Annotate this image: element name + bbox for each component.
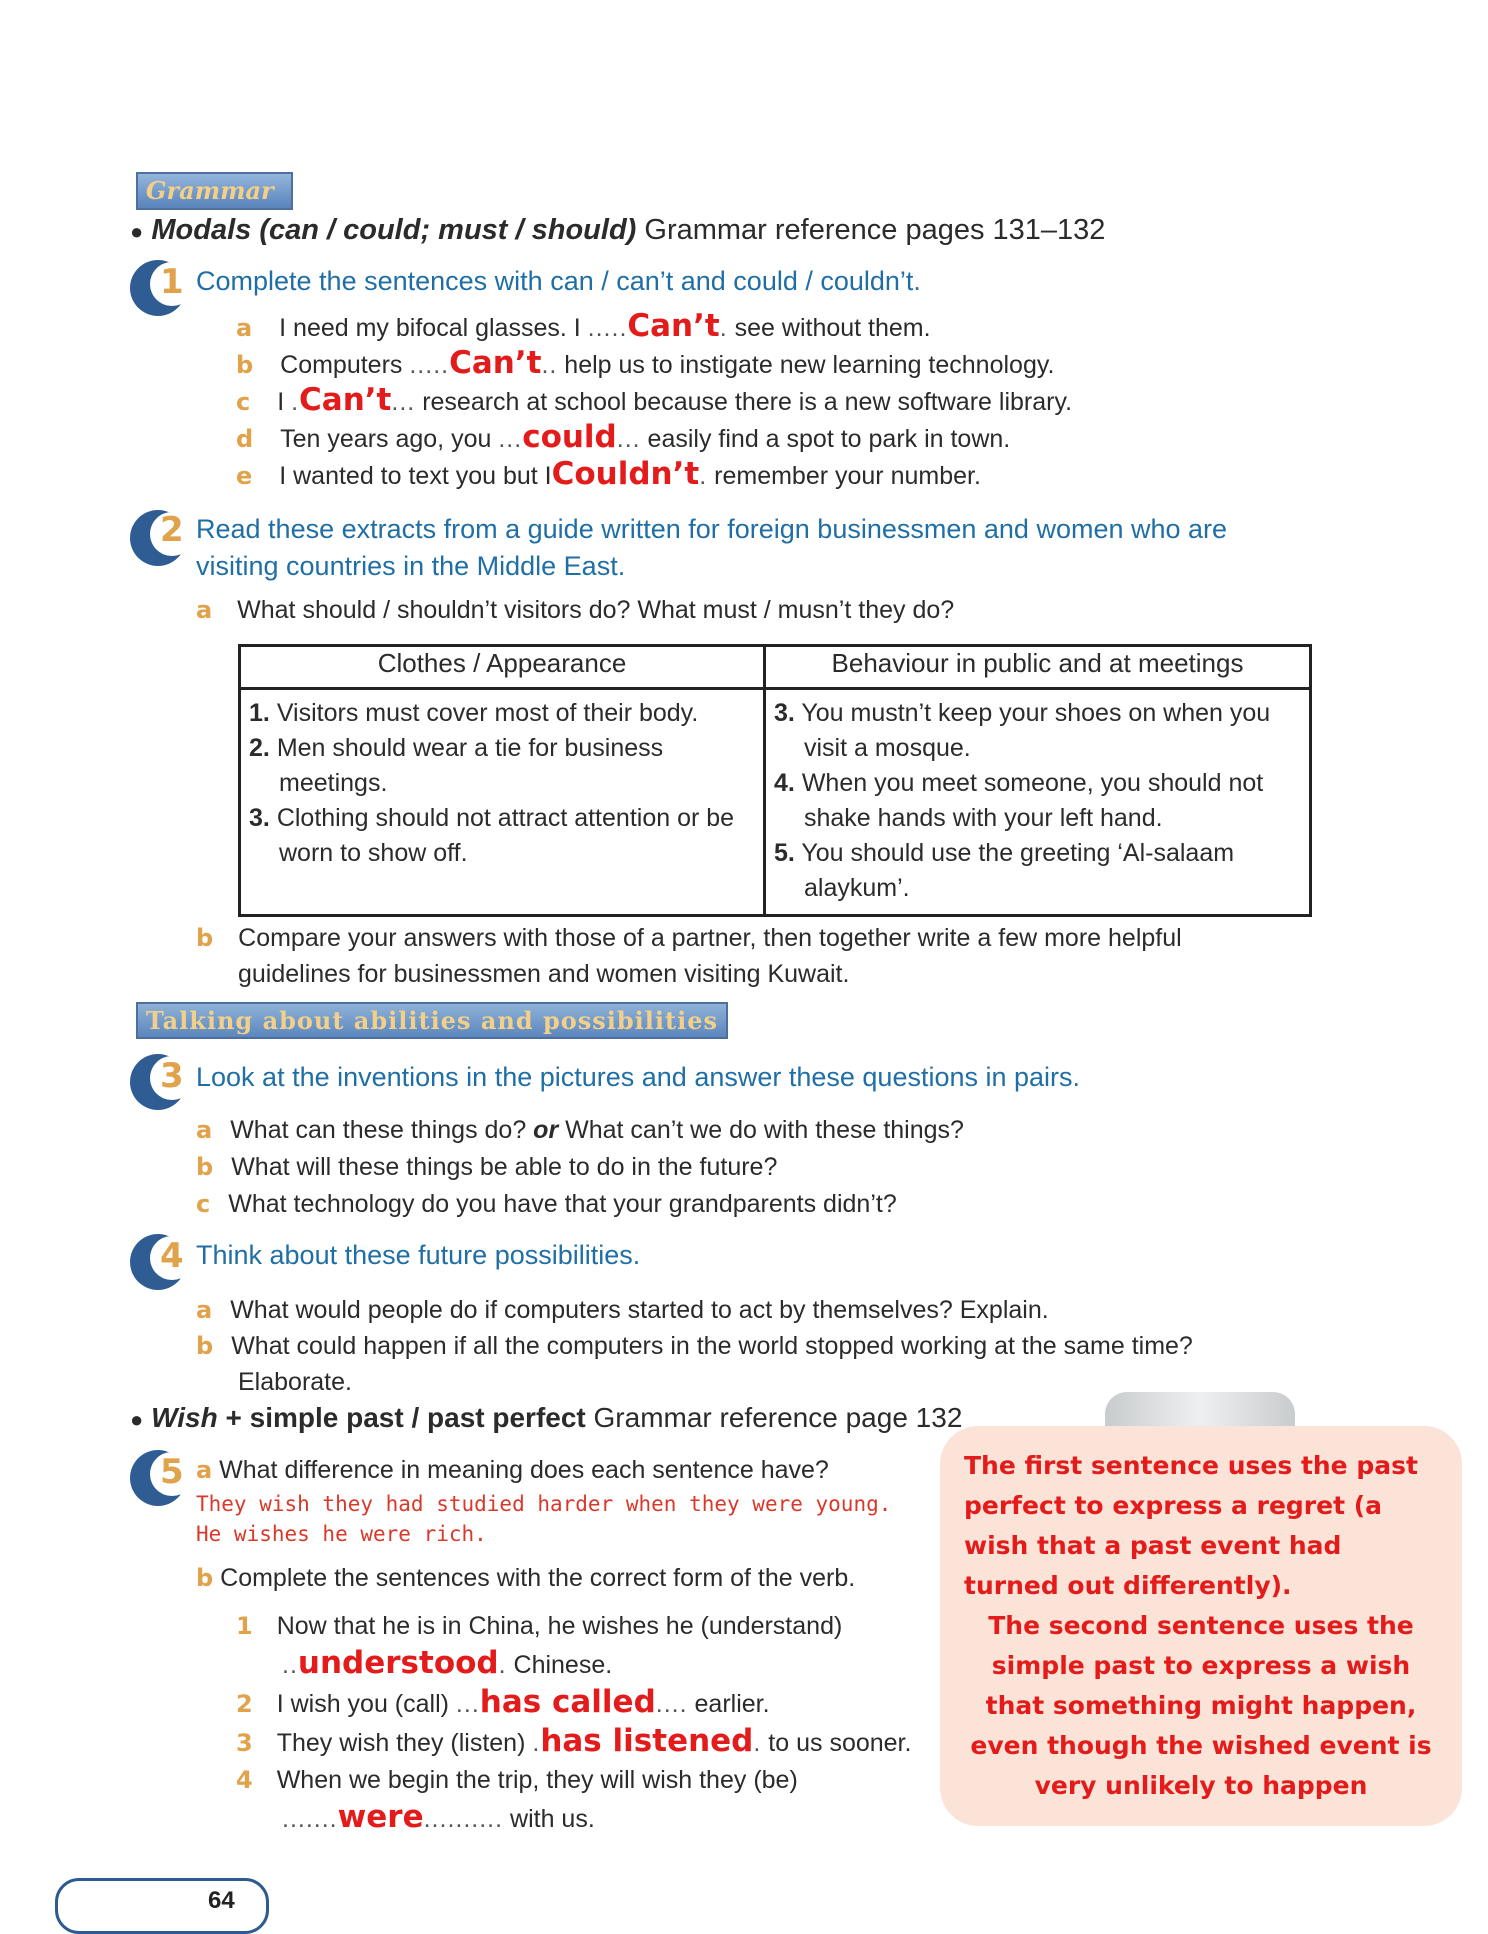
answer-5b-4: were <box>337 1799 424 1835</box>
answer-1e: Couldn’t <box>551 456 700 492</box>
exercise-2-instruction-2: visiting countries in the Middle East. <box>196 551 626 581</box>
answer-5b-1: understood <box>297 1645 499 1681</box>
table-row: 1. Visitors must cover most of their body. <box>249 699 699 727</box>
list-item: Elaborate. <box>238 1368 352 1396</box>
exercise-1-instruction: Complete the sentences with can / can’t and could / couldn’t. <box>196 266 921 296</box>
exercise-4-list <box>196 1292 1193 1400</box>
abilities-banner: Talking about abilities and possibilities <box>136 1002 728 1039</box>
list-item: 1 Now that he is in China, he wishes he (understand) <box>236 1612 843 1640</box>
exercise-1-number: 1 <box>160 262 184 302</box>
exercise-3-instruction: Look at the inventions in the pictures and answer these questions in pairs. <box>196 1062 1081 1092</box>
exercise-4-number: 4 <box>160 1236 184 1276</box>
exercise-3-list <box>196 1112 964 1223</box>
answer-5b-3: has listened <box>540 1723 754 1759</box>
exercise-1-item-d: d Ten years ago, you ...could... easily find a spot to park in town. <box>236 419 1011 455</box>
list-item: 3 They wish they (listen) .has listened. to us sooner. <box>236 1723 912 1759</box>
exercise-5-question-b: b Complete the sentences with the correct form of the verb. <box>196 1564 856 1592</box>
grammar-banner <box>136 172 293 210</box>
note-paragraph-2: The second sentence uses the simple past to express a wish that something might happen, even though the wished event is very unlikely to happen <box>970 1611 1432 1800</box>
exercise-1-item-b: b Computers .....Can’t.. help us to instigate new learning technology. <box>236 345 1055 381</box>
modals-reference: Grammar reference pages 131–132 <box>644 214 1106 246</box>
table-header-behaviour: Behaviour in public and at meetings <box>765 646 1311 689</box>
exercise-5-example-2: He wishes he were rich. <box>196 1522 487 1546</box>
exercise-1-item-c: c I .Can’t... research at school because there is a new software library. <box>236 382 1073 418</box>
answer-1b: Can’t <box>449 345 542 381</box>
answer-1c: Can’t <box>299 382 392 418</box>
modals-heading: ● Modals (can / could; must / should) Grammar reference pages 131–132 <box>130 214 1106 246</box>
table-header-clothes: Clothes / Appearance <box>240 646 765 689</box>
note-paragraph-1: The first sentence uses the past perfect to express a regret (a wish that a past event had turned out differently). <box>964 1451 1418 1600</box>
page-number: 64 <box>208 1887 235 1914</box>
exercise-5-example-1: They wish they had studied harder when they were young. <box>196 1492 892 1516</box>
exercise-4-instruction: Think about these future possibilities. <box>196 1240 641 1270</box>
list-item: a What would people do if computers started to act by themselves? Explain. <box>196 1296 1049 1324</box>
answer-5b-2: has called <box>479 1684 656 1720</box>
exercise-2-question-b: b Compare your answers with those of a partner, then together write a few more helpful guidelines for businessmen and women visiting Kuwait. <box>196 924 1182 988</box>
list-item: a What can these things do? or What can’t we do with these things? <box>196 1116 964 1144</box>
table-cell-behaviour <box>765 689 1311 916</box>
list-item: 4 When we begin the trip, they will wish they (be) <box>236 1766 798 1794</box>
table-row: 4. When you meet someone, you should not shake hands with your left hand. <box>774 769 1264 832</box>
answer-1a: Can’t <box>627 308 720 344</box>
exercise-5-number: 5 <box>160 1452 184 1492</box>
list-item: b What could happen if all the computers in the world stopped working at the same time? <box>196 1332 1193 1360</box>
modals-title: Modals (can / could; must / should) <box>151 214 637 246</box>
exercise-1-item-a: a I need my bifocal glasses. I .....Can’t. see without them. <box>236 308 931 344</box>
answer-1d: could <box>522 419 617 455</box>
list-item: c What technology do you have that your grandparents didn’t? <box>196 1190 897 1218</box>
wish-heading: ● Wish + simple past / past perfect Grammar reference page 132 <box>130 1402 963 1433</box>
list-item: b What will these things be able to do in the future? <box>196 1153 778 1181</box>
wish-reference: Grammar reference page 132 <box>593 1402 963 1433</box>
table-row: 2. Men should wear a tie for business meetings. <box>249 734 664 797</box>
grammar-banner-text: Grammar <box>146 176 274 205</box>
exercise-5-list <box>236 1608 911 1838</box>
exercise-5-question-a: a What difference in meaning does each sentence have? <box>196 1456 829 1484</box>
list-item: ..understood. Chinese. <box>282 1645 613 1681</box>
exercise-2-instruction-1: Read these extracts from a guide written for foreign businessmen and women who are <box>196 514 1228 544</box>
list-item: 2 I wish you (call) ...has called.... earlier. <box>236 1684 770 1720</box>
table-row: 3. You mustn’t keep your shoes on when you visit a mosque. <box>774 699 1271 762</box>
exercise-2-number: 2 <box>160 510 184 550</box>
table-row: 5. You should use the greeting ‘Al-salaam alaykum’. <box>774 839 1235 902</box>
exercise-2-question-a: a What should / shouldn’t visitors do? What must / musn’t they do? <box>196 596 955 624</box>
explanation-note <box>940 1426 1462 1826</box>
guidelines-table <box>238 644 1312 917</box>
table-row: 3. Clothing should not attract attention or be worn to show off. <box>249 804 735 867</box>
exercise-1-item-e: e I wanted to text you but ICouldn’t. remember your number. <box>236 456 981 492</box>
table-cell-clothes <box>240 689 765 916</box>
exercise-3-number: 3 <box>160 1056 184 1096</box>
list-item: .......were.......... with us. <box>282 1799 595 1835</box>
page-number-box <box>55 1878 269 1934</box>
